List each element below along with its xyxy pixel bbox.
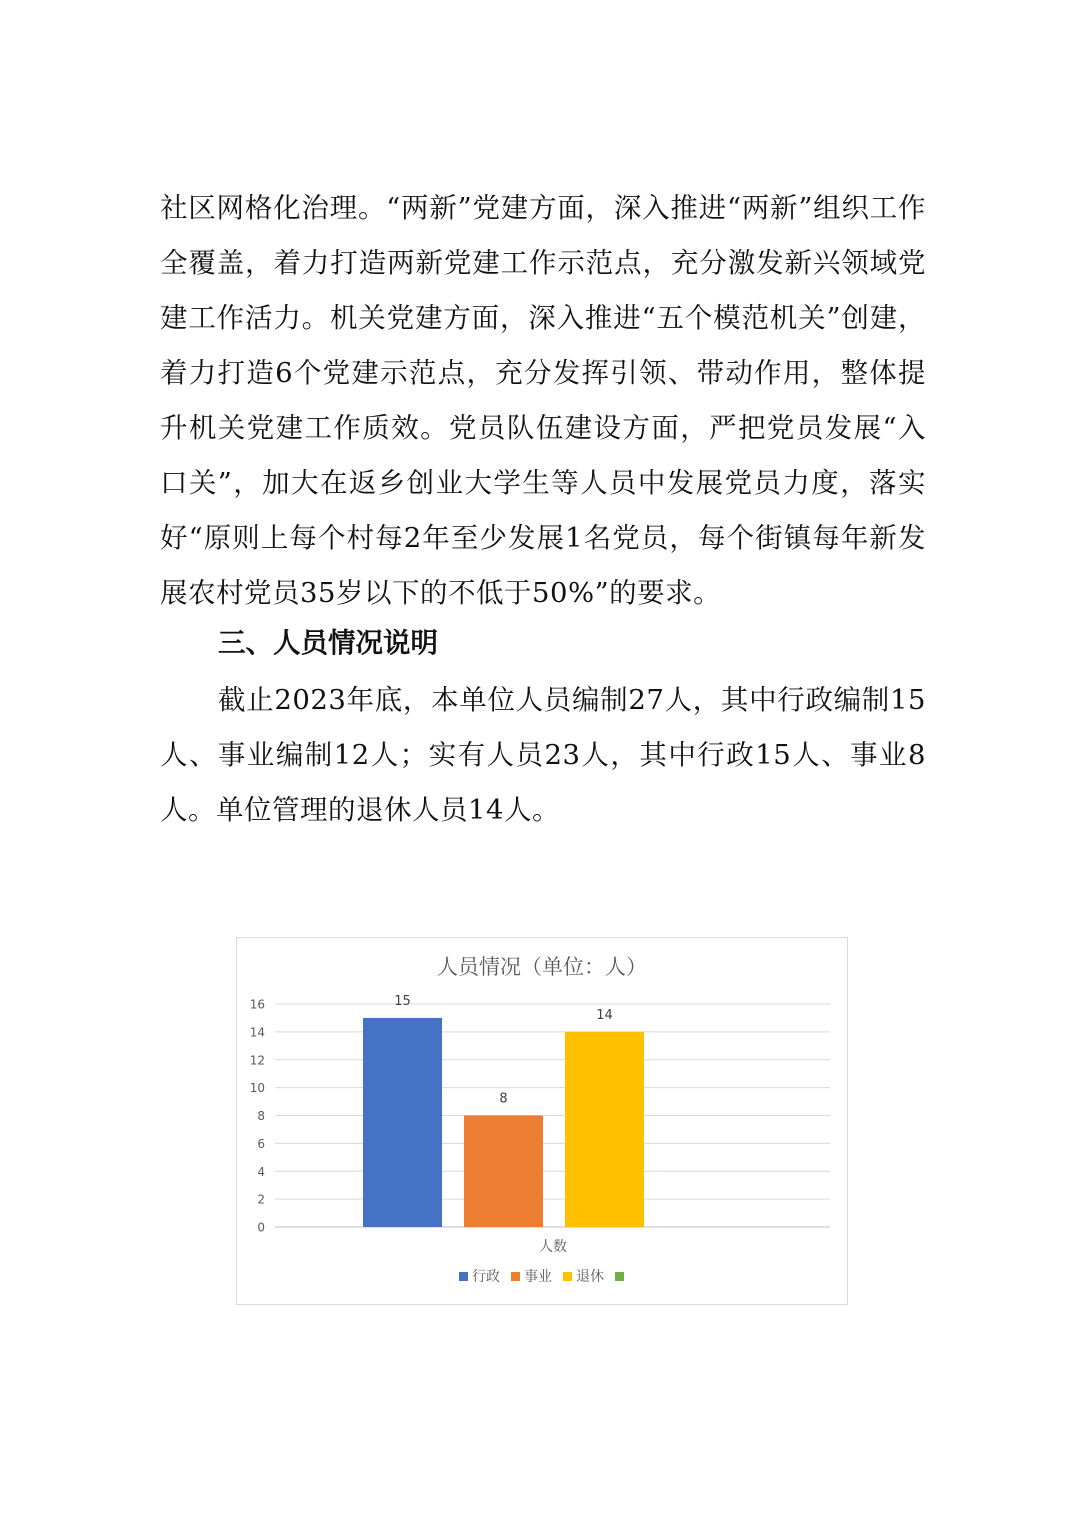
y-tick-label: 0 [257, 1220, 265, 1235]
data-label: 8 [499, 1091, 508, 1107]
y-tick-label: 6 [257, 1136, 265, 1151]
chart-svg [237, 938, 847, 1304]
y-tick-label: 14 [249, 1025, 265, 1040]
y-tick-label: 10 [249, 1081, 265, 1096]
body-paragraph-1: 社区网格化治理。“两新”党建方面，深入推进“两新”组织工作全覆盖，着力打造两新党建工作示范点，充分激发新兴领域党建工作活力。机关党建方面，深入推进“五个模范机关”创建，着力打造6个党建示范点，充分发挥引领、带动作用，整体提升机关党建工作质效。党员队伍建设方面，严把党员发展“入口关”，加大在返乡创业大学生等人员中发展党员力度，落实好“原则上每个村每2年至少发展1名党员，每个街镇每年新发展农村党员35岁以下的不低于50%”的要求。 [160, 192, 926, 609]
bar-退休 [565, 1032, 644, 1227]
body-paragraph-2: 截止2023年底，本单位人员编制27人，其中行政编制15人、事业编制12人；实有人员23人，其中行政15人、事业8人。单位管理的退休人员14人。 [160, 684, 926, 826]
legend-swatch [459, 1272, 468, 1281]
gridlines [275, 1004, 830, 1227]
y-tick-label: 4 [257, 1164, 265, 1179]
legend-swatch [563, 1272, 572, 1281]
legend-label: 行政 [472, 1269, 500, 1285]
y-tick-label: 16 [249, 997, 265, 1012]
data-label: 15 [394, 993, 411, 1009]
section-heading: 三、人员情况说明 [218, 627, 438, 659]
staff-bar-chart [236, 937, 848, 1305]
data-label: 14 [596, 1007, 613, 1023]
y-tick-label: 12 [249, 1053, 265, 1068]
bar-事业 [464, 1116, 543, 1228]
y-tick-label: 2 [257, 1192, 265, 1207]
legend-label: 退休 [576, 1269, 604, 1285]
bars [363, 1018, 644, 1227]
chart-title: 人员情况（单位：人） [437, 955, 647, 979]
chart-legend [459, 1268, 624, 1285]
x-axis-category-label: 人数 [539, 1239, 567, 1255]
y-axis-ticks [250, 998, 265, 1235]
legend-swatch [511, 1272, 520, 1281]
y-tick-label: 8 [257, 1109, 265, 1123]
legend-label: 事业 [524, 1269, 552, 1285]
bar-行政 [363, 1018, 442, 1227]
legend-swatch [615, 1272, 624, 1281]
